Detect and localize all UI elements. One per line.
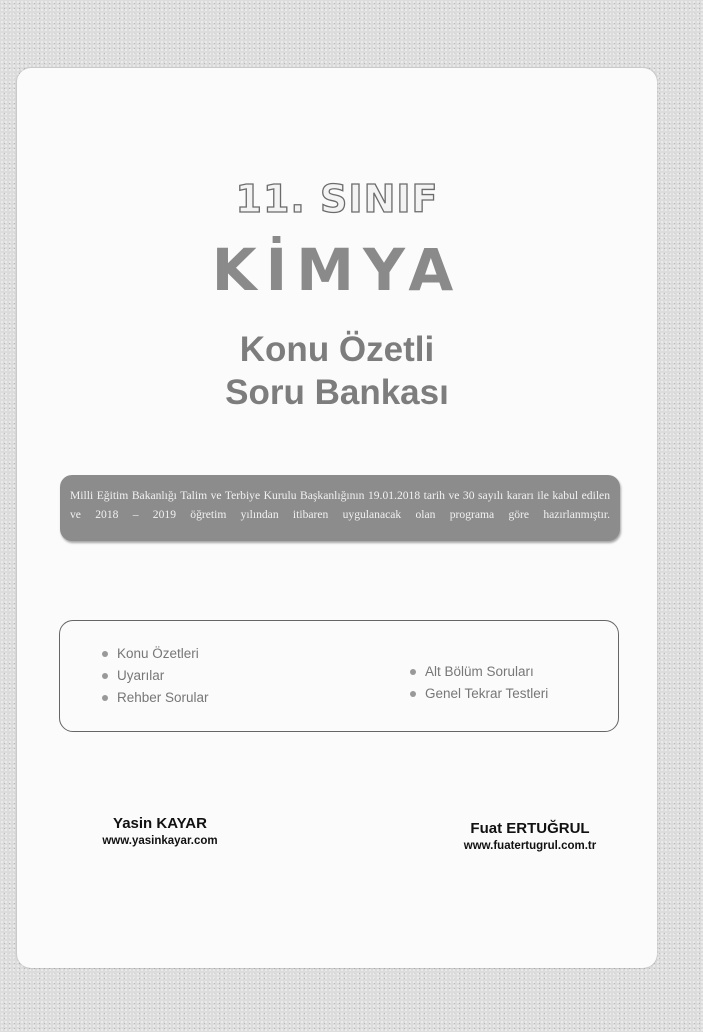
subtitle-line-2: Soru Bankası (225, 373, 449, 412)
feature-label: Rehber Sorular (117, 690, 209, 705)
feature-label: Konu Özetleri (117, 646, 199, 661)
feature-item (102, 643, 209, 665)
bullet-icon (102, 651, 108, 657)
subtitle-line-1: Konu Özetli (239, 330, 435, 369)
feature-item (410, 683, 548, 705)
feature-item (102, 665, 209, 687)
bullet-icon (102, 673, 108, 679)
feature-item (102, 687, 209, 709)
bullet-icon (410, 691, 416, 697)
author-name: Yasin KAYAR (113, 815, 207, 832)
author-block-left (80, 814, 240, 849)
author-block-right (425, 819, 635, 854)
feature-label: Genel Tekrar Testleri (425, 686, 549, 701)
subject-title: KİMYA (211, 236, 463, 304)
bullet-icon (102, 695, 108, 701)
features-list-right (410, 661, 548, 705)
author-name: Fuat ERTUĞRUL (470, 820, 590, 837)
book-cover-page (17, 68, 657, 968)
bullet-icon (410, 669, 416, 675)
author-website: www.yasinkayar.com (102, 835, 218, 847)
author-website: www.fuatertugrul.com.tr (463, 840, 597, 852)
feature-item (410, 661, 548, 683)
features-box (59, 620, 619, 732)
feature-label: Alt Bölüm Soruları (425, 664, 534, 679)
grade-title: 11. SINIF (235, 177, 439, 221)
features-list-left (102, 643, 209, 709)
curriculum-notice: Milli Eğitim Bakanlığı Talim ve Terbiye Kurulu Başkanlığının 19.01.2018 tarih ve 30 sayılı kararı ile kabul edilen ve 2018 – 2019 öğretim yılından itibaren uygulanacak olan programa göre hazırlanmıştır. (60, 475, 620, 541)
feature-label: Uyarılar (117, 668, 165, 683)
